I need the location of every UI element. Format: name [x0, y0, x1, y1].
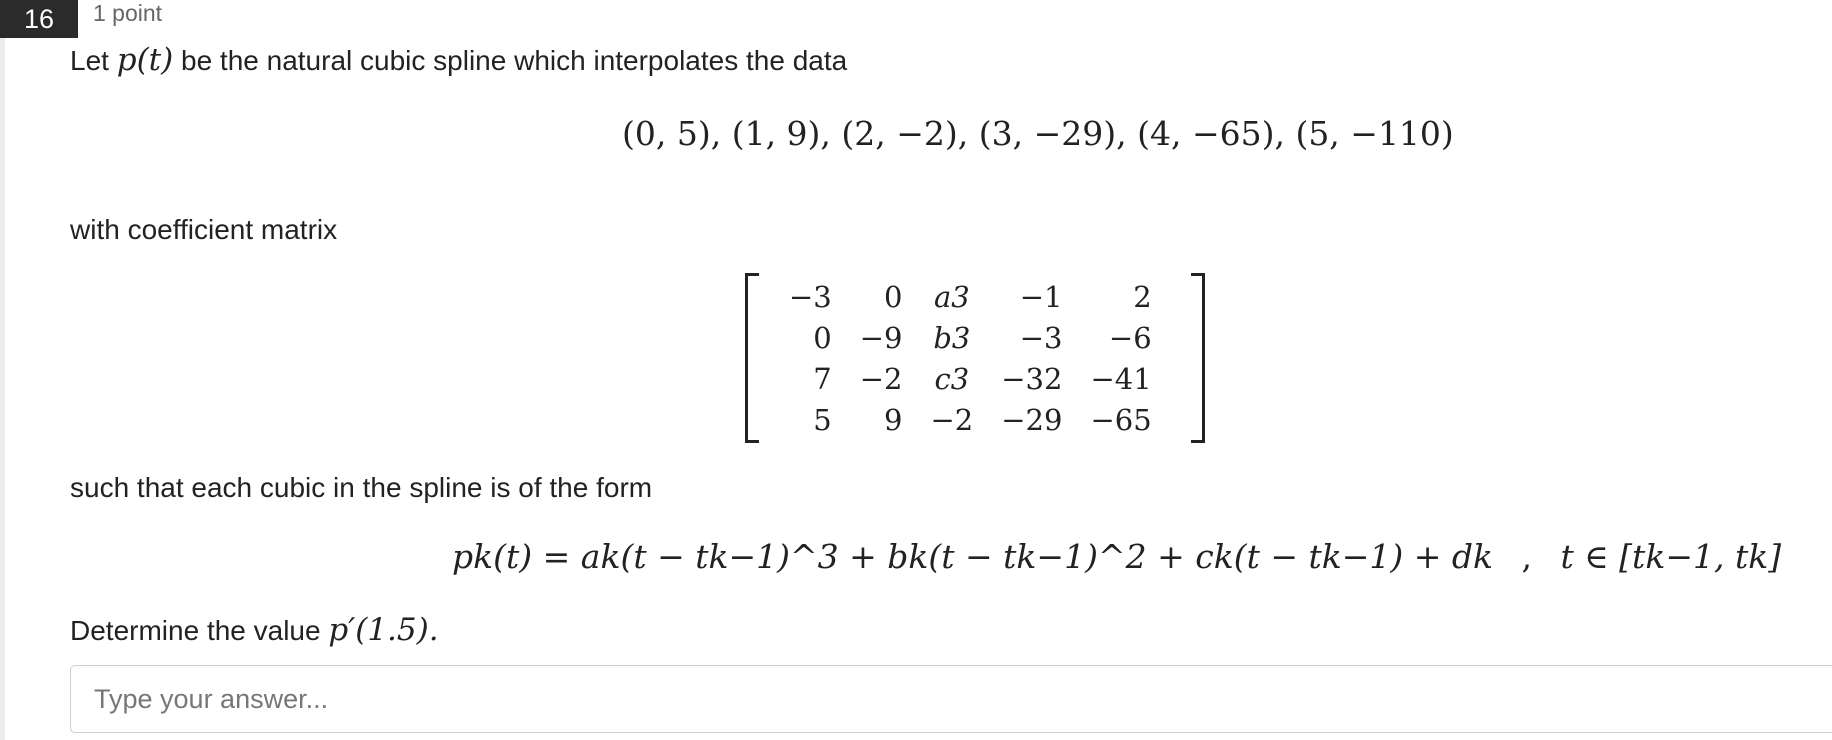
matrix-row — [775, 276, 1166, 317]
matrix-cell: −2 — [930, 402, 974, 437]
data-points: (0, 5), (1, 9), (2, −2), (3, −29), (4, −65), (5, −110) — [622, 114, 1454, 153]
intro-function: p(t) — [116, 42, 174, 78]
matrix-cell: −6 — [1108, 320, 1152, 355]
matrix-cell: 0 — [813, 320, 832, 355]
prompt-expression: p′(1.5). — [328, 612, 439, 648]
left-rule — [0, 32, 5, 740]
matrix-cell-b3: b3 — [933, 320, 971, 355]
intro-line — [70, 42, 847, 78]
spline-form-rhs: ak(t − tk−1)^3 + bk(t − tk−1)^2 + ck(t − tk−1) + dk — [580, 537, 1494, 576]
matrix-cell: −2 — [859, 361, 903, 396]
matrix-left-bracket — [745, 273, 759, 443]
matrix-cell: 5 — [813, 402, 832, 437]
comma-separator: , — [1521, 537, 1533, 576]
prompt-text: Determine the value — [70, 615, 321, 646]
coefficient-matrix — [745, 273, 1205, 445]
question-number: 16 — [23, 3, 55, 34]
spline-form-domain: t ∈ [tk−1, tk] — [1560, 537, 1782, 576]
matrix-table — [775, 276, 1166, 440]
spline-form-lhs: pk(t) — [452, 537, 533, 576]
matrix-cell: −65 — [1090, 402, 1152, 437]
matrix-cell: 2 — [1133, 279, 1152, 314]
matrix-row — [775, 399, 1166, 440]
matrix-cell: −32 — [1001, 361, 1063, 396]
matrix-cell: −3 — [1019, 320, 1063, 355]
matrix-row — [775, 317, 1166, 358]
answer-box[interactable] — [70, 665, 1832, 733]
matrix-cell: 7 — [813, 361, 832, 396]
equals-sign: = — [542, 537, 571, 576]
intro-text-before: Let — [70, 45, 109, 76]
matrix-cell-c3: c3 — [934, 361, 970, 396]
form-label: such that each cubic in the spline is of the form — [70, 472, 653, 503]
prompt-line — [70, 612, 439, 648]
spline-form-equation — [452, 537, 1781, 576]
matrix-cell: −3 — [789, 279, 832, 314]
matrix-cell: 0 — [884, 279, 903, 314]
question-number-badge — [0, 0, 78, 38]
matrix-cell: −41 — [1090, 361, 1152, 396]
matrix-cell-a3: a3 — [934, 279, 970, 314]
matrix-cell: −29 — [1001, 402, 1063, 437]
intro-text-after: be the natural cubic spline which interpolates the data — [181, 45, 848, 76]
points-label: 1 point — [93, 0, 163, 26]
coefficient-label: with coefficient matrix — [70, 214, 338, 245]
matrix-cell: 9 — [884, 402, 903, 437]
answer-input[interactable] — [71, 666, 1832, 732]
matrix-cell: −9 — [859, 320, 903, 355]
matrix-row — [775, 358, 1166, 399]
matrix-cell: −1 — [1019, 279, 1063, 314]
matrix-right-bracket — [1191, 273, 1205, 443]
